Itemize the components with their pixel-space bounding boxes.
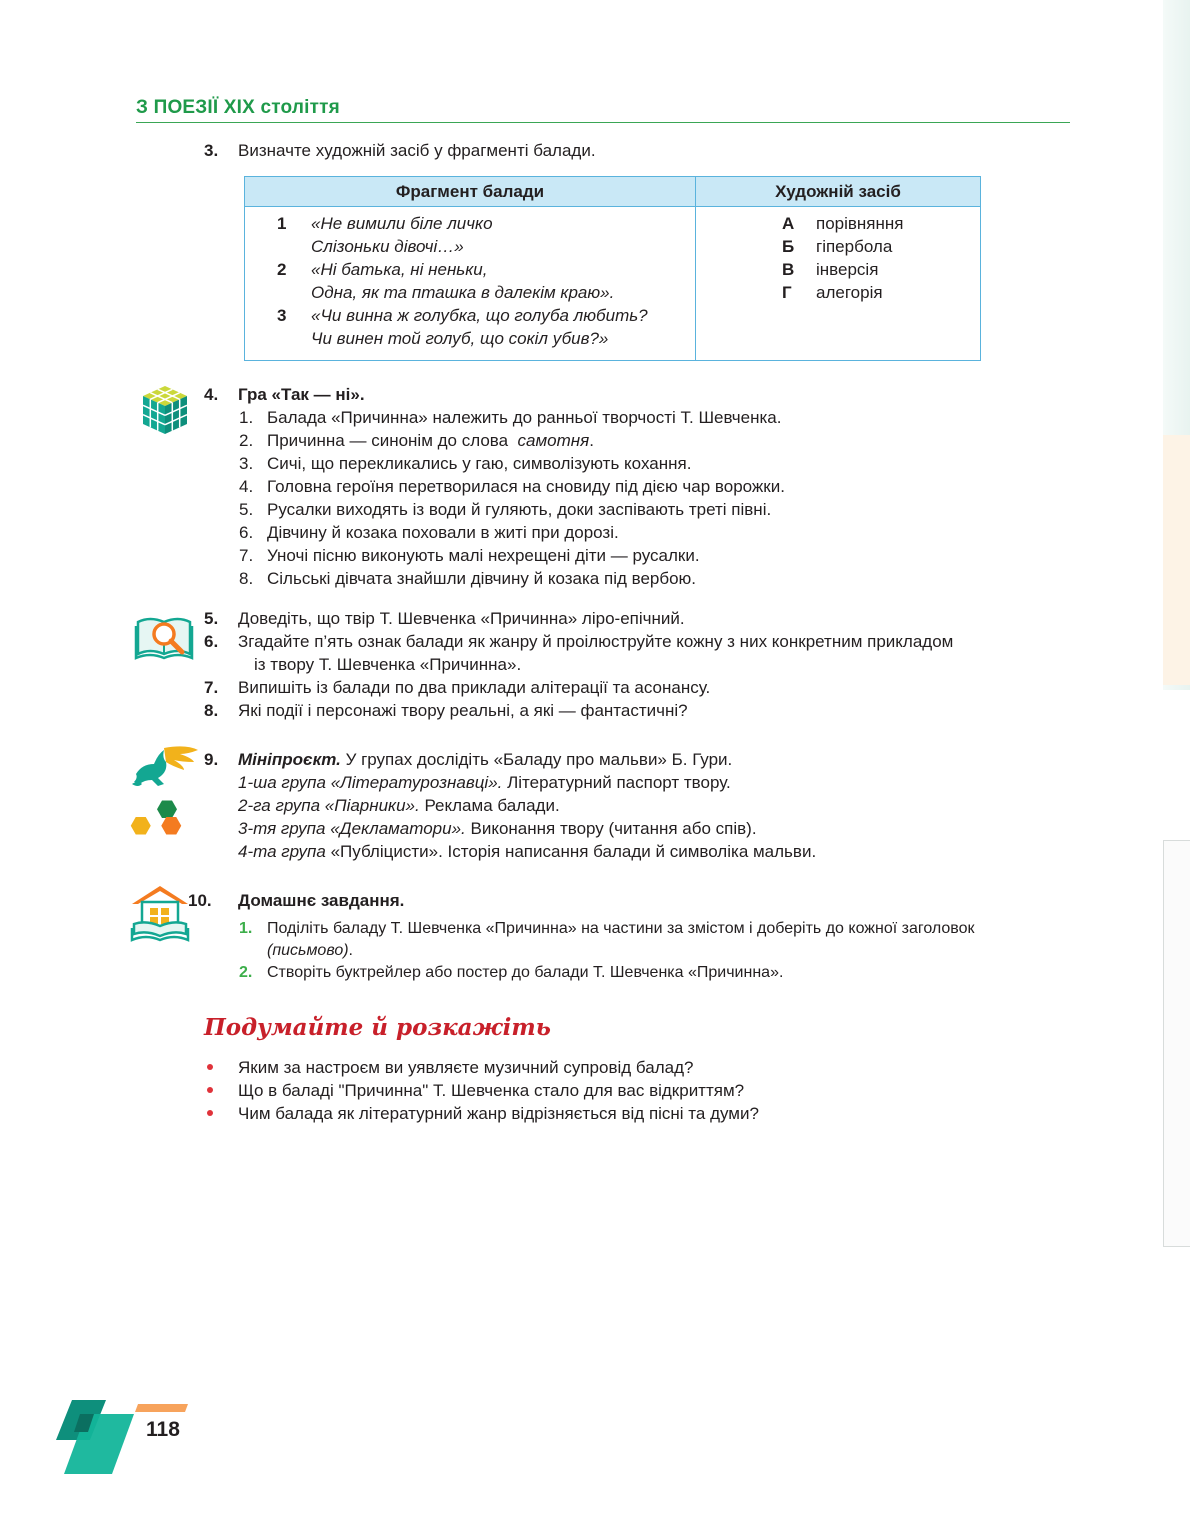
group-task: «Публіцисти». Історія написання балади й символіка мальви. <box>325 842 817 861</box>
fragment-number: 1 <box>277 214 287 233</box>
header-rule <box>136 122 1070 123</box>
task-10-title: Домашнє завдання. <box>238 891 405 910</box>
list-item-number: 8. <box>239 569 254 588</box>
task-text: Випишіть із балади по два приклади алітерації та асонансу. <box>238 678 711 697</box>
group-line <box>238 817 757 840</box>
group-line <box>238 794 560 817</box>
fragments-cell <box>245 207 696 361</box>
bullet-dot <box>207 1110 213 1116</box>
fragments-table <box>244 176 981 361</box>
list-item-number: 2. <box>239 431 254 450</box>
fragment-line: «Ні батька, ні неньки, <box>311 260 488 279</box>
book-magnifier-icon <box>134 612 194 660</box>
list-item <box>267 429 594 452</box>
list-item-text: . <box>589 431 594 450</box>
group-task: Реклама балади. <box>419 796 560 815</box>
task-3-number: 3. <box>204 141 219 160</box>
group-task: Виконання твору (читання або спів). <box>465 819 757 838</box>
list-item-emphasis: самотня <box>517 431 590 450</box>
bullet-dot <box>207 1087 213 1093</box>
homework-item-emphasis: (письмово) <box>267 942 349 959</box>
homework-item <box>267 940 353 962</box>
task-3-text: Визначте художній засіб у фрагменті балади. <box>238 141 596 160</box>
hexagons-icon <box>128 798 192 840</box>
fragment-line: Одна, як та пташка в далекім краю». <box>311 283 615 302</box>
group-name: 3-тя група «Декламатори». <box>238 819 466 838</box>
section-title: З ПОЕЗІЇ XIX століття <box>136 97 340 118</box>
options-cell <box>696 207 981 361</box>
homework-item: Поділіть баладу Т. Шевченка «Причинна» на частини за змістом і доберіть до кожної заголовок <box>267 920 975 937</box>
task-text: Згадайте п’ять ознак балади як жанру й проілюструйте кожну з них конкретним прикладом <box>238 632 954 651</box>
pegasus-icon <box>128 744 200 788</box>
task-number: 5. <box>204 609 219 628</box>
option-letter: Г <box>782 283 792 302</box>
list-item-number: 1. <box>239 408 254 427</box>
homework-item: Створіть буктрейлер або постер до балади Т. Шевченка «Причинна». <box>267 964 784 981</box>
bullet-dot <box>207 1064 213 1070</box>
table-header-fragment: Фрагмент балади <box>245 177 696 207</box>
list-item-number: 5. <box>239 500 254 519</box>
house-book-icon <box>130 884 190 942</box>
list-item: Головна героїня перетворилася на сновиду під дією чар ворожки. <box>267 477 785 496</box>
task-4-number: 4. <box>204 385 219 404</box>
task-number: 6. <box>204 632 219 651</box>
fragment-line: «Не вимили біле личко <box>311 214 493 233</box>
option-text: гіпербола <box>816 237 893 256</box>
fragment-number: 2 <box>277 260 287 279</box>
list-item-number: 6. <box>239 523 254 542</box>
task-number: 8. <box>204 701 219 720</box>
task-9-intro <box>238 748 732 771</box>
group-name: 1-ша група «Літературознавці». <box>238 773 503 792</box>
option-text: алегорія <box>816 283 883 302</box>
homework-item-number: 1. <box>239 920 253 937</box>
task-text: із твору Т. Шевченка «Причинна». <box>254 655 522 674</box>
fragment-line: «Чи винна ж голубка, що голуба любить? <box>311 306 648 325</box>
think-question: Чим балада як літературний жанр відрізняється від пісні та думи? <box>238 1104 759 1123</box>
fragment-line: Слізоньки дівочі…» <box>311 237 464 256</box>
task-number: 7. <box>204 678 219 697</box>
group-task: Літературний паспорт твору. <box>502 773 731 792</box>
fragment-line: Чи винен той голуб, що сокіл убив?» <box>311 329 609 348</box>
side-strip-accent <box>1163 435 1190 685</box>
think-question: Що в баладі "Причинна" Т. Шевченка стало для вас відкриттям? <box>238 1081 745 1100</box>
list-item-number: 4. <box>239 477 254 496</box>
group-name: 4-та група <box>238 842 326 861</box>
task-4-title: Гра «Так — ні». <box>238 385 365 404</box>
option-letter: А <box>782 214 795 233</box>
list-item-number: 3. <box>239 454 254 473</box>
page-number: 118 <box>146 1418 180 1441</box>
homework-item-number: 2. <box>239 964 253 981</box>
list-item: Русалки виходять із води й гуляють, доки заспівають треті півні. <box>267 500 772 519</box>
option-text: інверсія <box>816 260 879 279</box>
think-question: Яким за настроєм ви уявляєте музичний супровід балад? <box>238 1058 694 1077</box>
list-item: Дівчину й козака поховали в житі при дорозі. <box>267 523 619 542</box>
rubik-cube-icon <box>140 384 190 436</box>
list-item: Уночі пісню виконують малі нехрещені діти — русалки. <box>267 546 700 565</box>
task-9-intro-text: У групах дослідіть «Баладу про мальви» Б. Гури. <box>340 750 733 769</box>
task-10-number: 10. <box>188 891 212 910</box>
group-line <box>238 840 816 863</box>
group-line <box>238 771 731 794</box>
option-letter: В <box>782 260 795 279</box>
list-item: Сільські дівчата знайшли дівчину й козака під вербою. <box>267 569 697 588</box>
table-header-device: Художній засіб <box>696 177 981 207</box>
option-text: порівняння <box>816 214 904 233</box>
task-text: Які події і персонажі твору реальні, а які — фантастичні? <box>238 701 688 720</box>
think-heading: Подумайте й розкажіть <box>204 1014 551 1041</box>
list-item: Балада «Причинна» належить до ранньої творчості Т. Шевченка. <box>267 408 782 427</box>
option-letter: Б <box>782 237 795 256</box>
homework-item-text: . <box>348 942 353 959</box>
list-item: Сичі, що перекликались у гаю, символізують кохання. <box>267 454 692 473</box>
list-item-number: 7. <box>239 546 254 565</box>
task-9-number: 9. <box>204 750 219 769</box>
group-name: 2-га група «Піарники». <box>238 796 420 815</box>
side-strip-bottom <box>1163 840 1190 1247</box>
list-item-text: Причинна — синонім до слова <box>267 431 518 450</box>
task-text: Доведіть, що твір Т. Шевченка «Причинна» ліро-епічний. <box>238 609 685 628</box>
fragment-number: 3 <box>277 306 287 325</box>
task-9-title: Мініпроєкт. <box>238 750 341 769</box>
